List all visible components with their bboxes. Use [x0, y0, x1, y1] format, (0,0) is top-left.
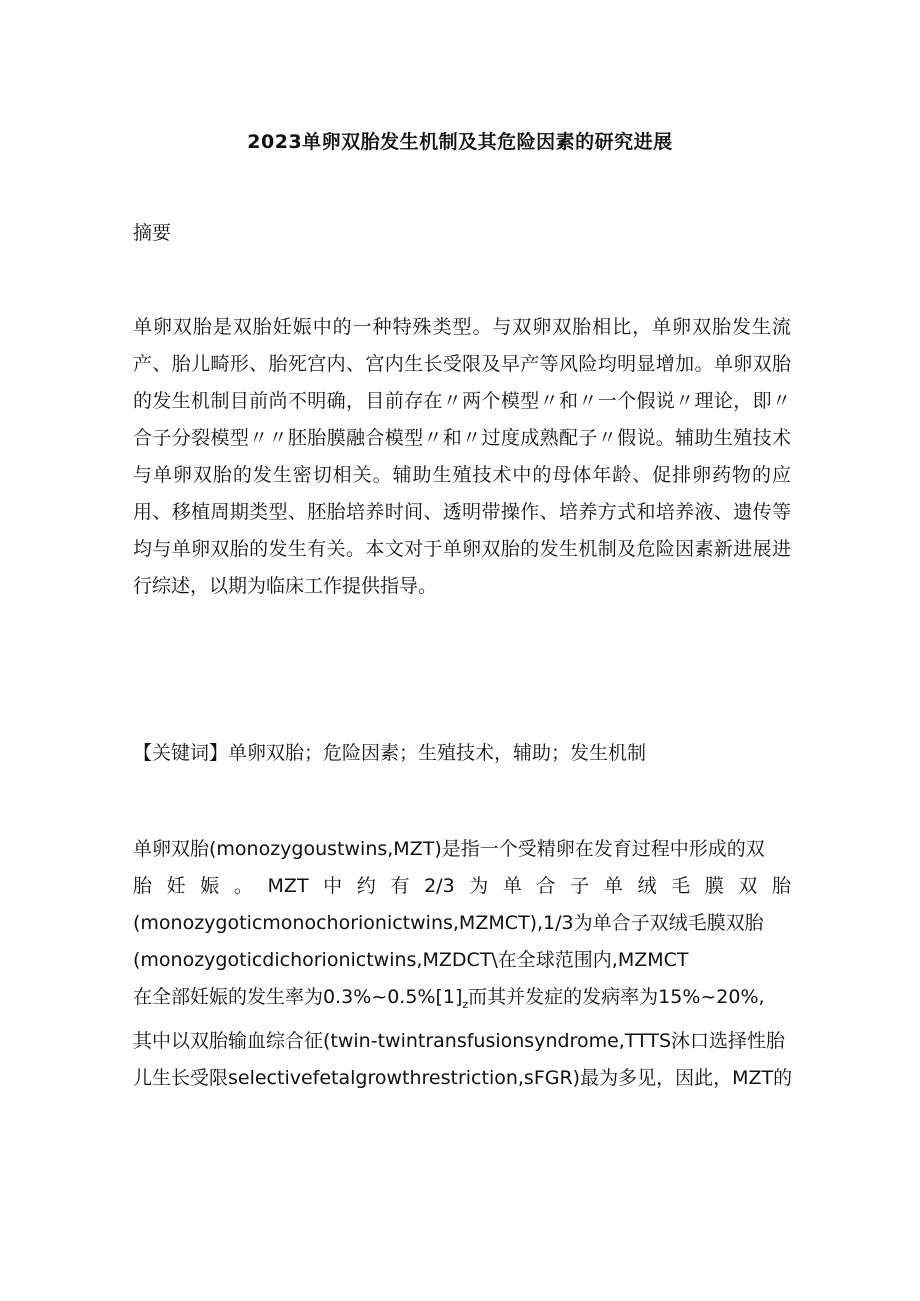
body-line-3: (monozygoticmonochorionictwins,MZMCT),1/3为单合子双绒毛膜双胎 — [133, 912, 764, 934]
body-line-5-text: 在全部妊娠的发生率为0.3%~0.5%[1] — [133, 986, 463, 1008]
body-paragraph — [133, 831, 791, 1097]
keywords-line: 【关键词】单卵双胎；危险因素；生殖技术，辅助；发生机制 — [133, 742, 647, 764]
citation-subscript: z — [462, 997, 469, 1011]
body-line-1: 单卵双胎(monozygoustwins,MZT)是指一个受精卵在发育过程中形成的双 — [133, 838, 765, 860]
abstract-heading: 摘要 — [133, 222, 172, 244]
body-line-5-tail: 而其并发症的发病率为15%~20%, — [468, 986, 765, 1008]
body-line-2: 胎妊娠。MZT中约有2/3为单合子单绒毛膜双胎 — [133, 875, 791, 897]
document-title: 2023单卵双胎发生机制及其危险因素的研究进展 — [247, 131, 673, 153]
body-line-5 — [133, 979, 791, 1023]
body-line-7: 儿生长受限selectivefetalgrowthrestriction,sFGR)最为多见，因此，MZT的 — [133, 1066, 793, 1089]
body-line-4: (monozygoticdichorionictwins,MZDCT\在全球范围内,MZMCT — [133, 949, 689, 971]
abstract-paragraph: 单卵双胎是双胎妊娠中的一种特殊类型。与双卵双胎相比，单卵双胎发生流产、胎儿畸形、胎死宫内、宫内生长受限及早产等风险均明显增加。单卵双胎的发生机制目前尚不明确，目前存在〃两个模型〃和〃一个假说〃理论，即〃合子分裂模型〃〃胚胎膜融合模型〃和〃过度成熟配子〃假说。辅助生殖技术与单卵双胎的发生密切相关。辅助生殖技术中的母体年龄、促排卵药物的应用、移植周期类型、胚胎培养时间、透明带操作、培养方式和培养液、遗传等均与单卵双胎的发生有关。本文对于单卵双胎的发生机制及危险因素新进展进行综述，以期为临床工作提供指导。 — [133, 316, 791, 597]
body-line-6: 其中以双胎输血综合征(twin-twintransfusionsyndrome,TTTS沐口选择性胎 — [133, 1029, 786, 1052]
